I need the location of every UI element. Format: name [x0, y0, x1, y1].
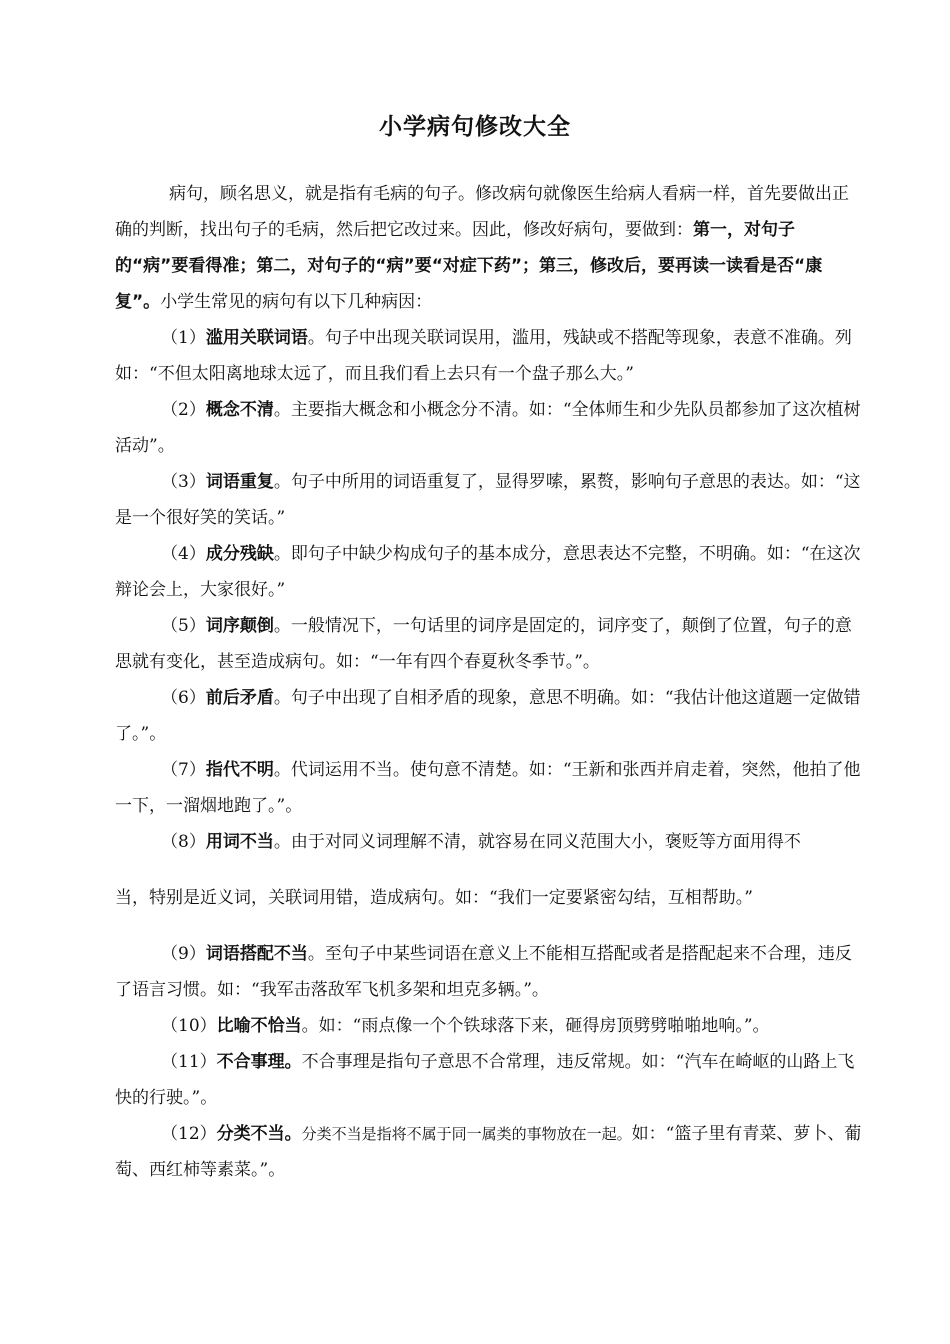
item-number: （12） [161, 1124, 217, 1144]
item-description: 。句子中出现了自相矛盾的现象，意思不明确。如：“我估计他这道题一定做错了。”。 [115, 688, 861, 744]
list-item-continuation [115, 880, 863, 916]
intro-paragraph [115, 176, 863, 320]
item-description: 。即句子中缺少构成句子的基本成分，意思表达不完整，不明确。如：“在这次辩论会上，大家很好。” [115, 544, 861, 600]
item-number: （8） [161, 832, 206, 852]
item-description: 。至句子中某些词语在意义上不能相互搭配或者是搭配起来不合理，违反了语言习惯。如：“我军击落敌军飞机多架和坦克多辆。”。 [115, 944, 852, 1000]
item-number: （3） [161, 472, 206, 492]
list-item [115, 320, 863, 392]
item-description: 。句子中出现关联词误用，滥用，残缺或不搭配等现象，表意不准确。列如：“不但太阳离地球太远了，而且我们看上去只有一个盘子那么大。” [115, 328, 852, 384]
item-term: 指代不明 [205, 760, 274, 780]
intro-text-2: 小学生常见的病句有以下几种病因： [160, 292, 433, 312]
item-term: 前后矛盾 [205, 688, 274, 708]
intro-emphasis: 第一，对句子的“病”要看得准；第二，对句子的“病”要“对症下药”；第三，修改后，要再读一读看是否“康复”。 [115, 220, 823, 312]
list-item [115, 464, 863, 536]
item-number: （7） [161, 760, 206, 780]
item-number: （9） [161, 944, 206, 964]
item-description: 不合事理是指句子意思不合常理，违反常规。如：“汽车在崎岖的山路上飞快的行驶。”。 [115, 1052, 855, 1108]
item-number: （2） [161, 400, 206, 420]
list-item [115, 752, 863, 824]
list-item [115, 392, 863, 464]
item-description: 当，特别是近义词，关联词用错，造成病句。如：“我们一定要紧密勾结，互相帮助。” [115, 888, 753, 908]
item-description: 。一般情况下，一句话里的词序是固定的，词序变了，颠倒了位置，句子的意思就有变化，甚至造成病句。如：“一年有四个春夏秋冬季节。”。 [115, 616, 852, 672]
list-item [115, 608, 863, 680]
document-body [115, 176, 863, 1188]
item-description: 。句子中所用的词语重复了，显得罗嗦，累赘，影响句子意思的表达。如：“这是一个很好笑的笑话。” [115, 472, 861, 528]
item-description: 。主要指大概念和小概念分不清。如：“全体师生和少先队员都参加了这次植树活动”。 [115, 400, 861, 456]
item-number: （5） [161, 616, 206, 636]
item-term: 不合事理。 [216, 1052, 302, 1072]
spacer [115, 860, 863, 880]
item-number: （10） [161, 1016, 217, 1036]
item-description: 。如：“雨点像一个个铁球落下来，砸得房顶劈劈啪啪地响。”。 [301, 1016, 770, 1036]
item-term: 比喻不恰当 [216, 1016, 302, 1036]
item-term: 成分残缺 [205, 544, 274, 564]
list-item [115, 824, 863, 860]
item-term: 词语重复 [205, 472, 274, 492]
list-item [115, 936, 863, 1008]
item-term: 词语搭配不当 [205, 944, 308, 964]
item-term: 用词不当 [205, 832, 274, 852]
item-description: 如：“篮子里有青菜、萝卜、葡萄、西红柿等素菜。”。 [115, 1124, 862, 1180]
item-description: 。由于对同义词理解不清，就容易在同义范围大小，褒贬等方面用得不 [273, 832, 801, 852]
intro-text: 病句，顾名思义，就是指有毛病的句子。修改病句就像医生给病人看病一样，首先要做出正确的判断，找出句子的毛病，然后把它改过来。因此，修改好病句，要做到： [115, 184, 849, 240]
item-term: 滥用关联词语 [205, 328, 308, 348]
page-title: 小学病句修改大全 [379, 114, 571, 140]
item-number: （1） [161, 328, 206, 348]
item-term: 词序颠倒 [205, 616, 274, 636]
list-item [115, 1008, 863, 1044]
list-item [115, 536, 863, 608]
item-number: （6） [161, 688, 206, 708]
item-number: （4） [161, 544, 206, 564]
list-item [115, 680, 863, 752]
item-term: 分类不当。 [216, 1124, 302, 1144]
item-number: （11） [161, 1052, 217, 1072]
item-term: 概念不清 [205, 400, 274, 420]
item-description: 。代词运用不当。使句意不清楚。如：“王新和张西并肩走着，突然，他拍了他一下，一溜烟地跑了。”。 [115, 760, 861, 816]
list-item [115, 1116, 863, 1188]
spacer [115, 916, 863, 936]
list-item [115, 1044, 863, 1116]
item-description-small: 分类不当是指将不属于同一属类的事物放在一起。 [301, 1125, 632, 1143]
